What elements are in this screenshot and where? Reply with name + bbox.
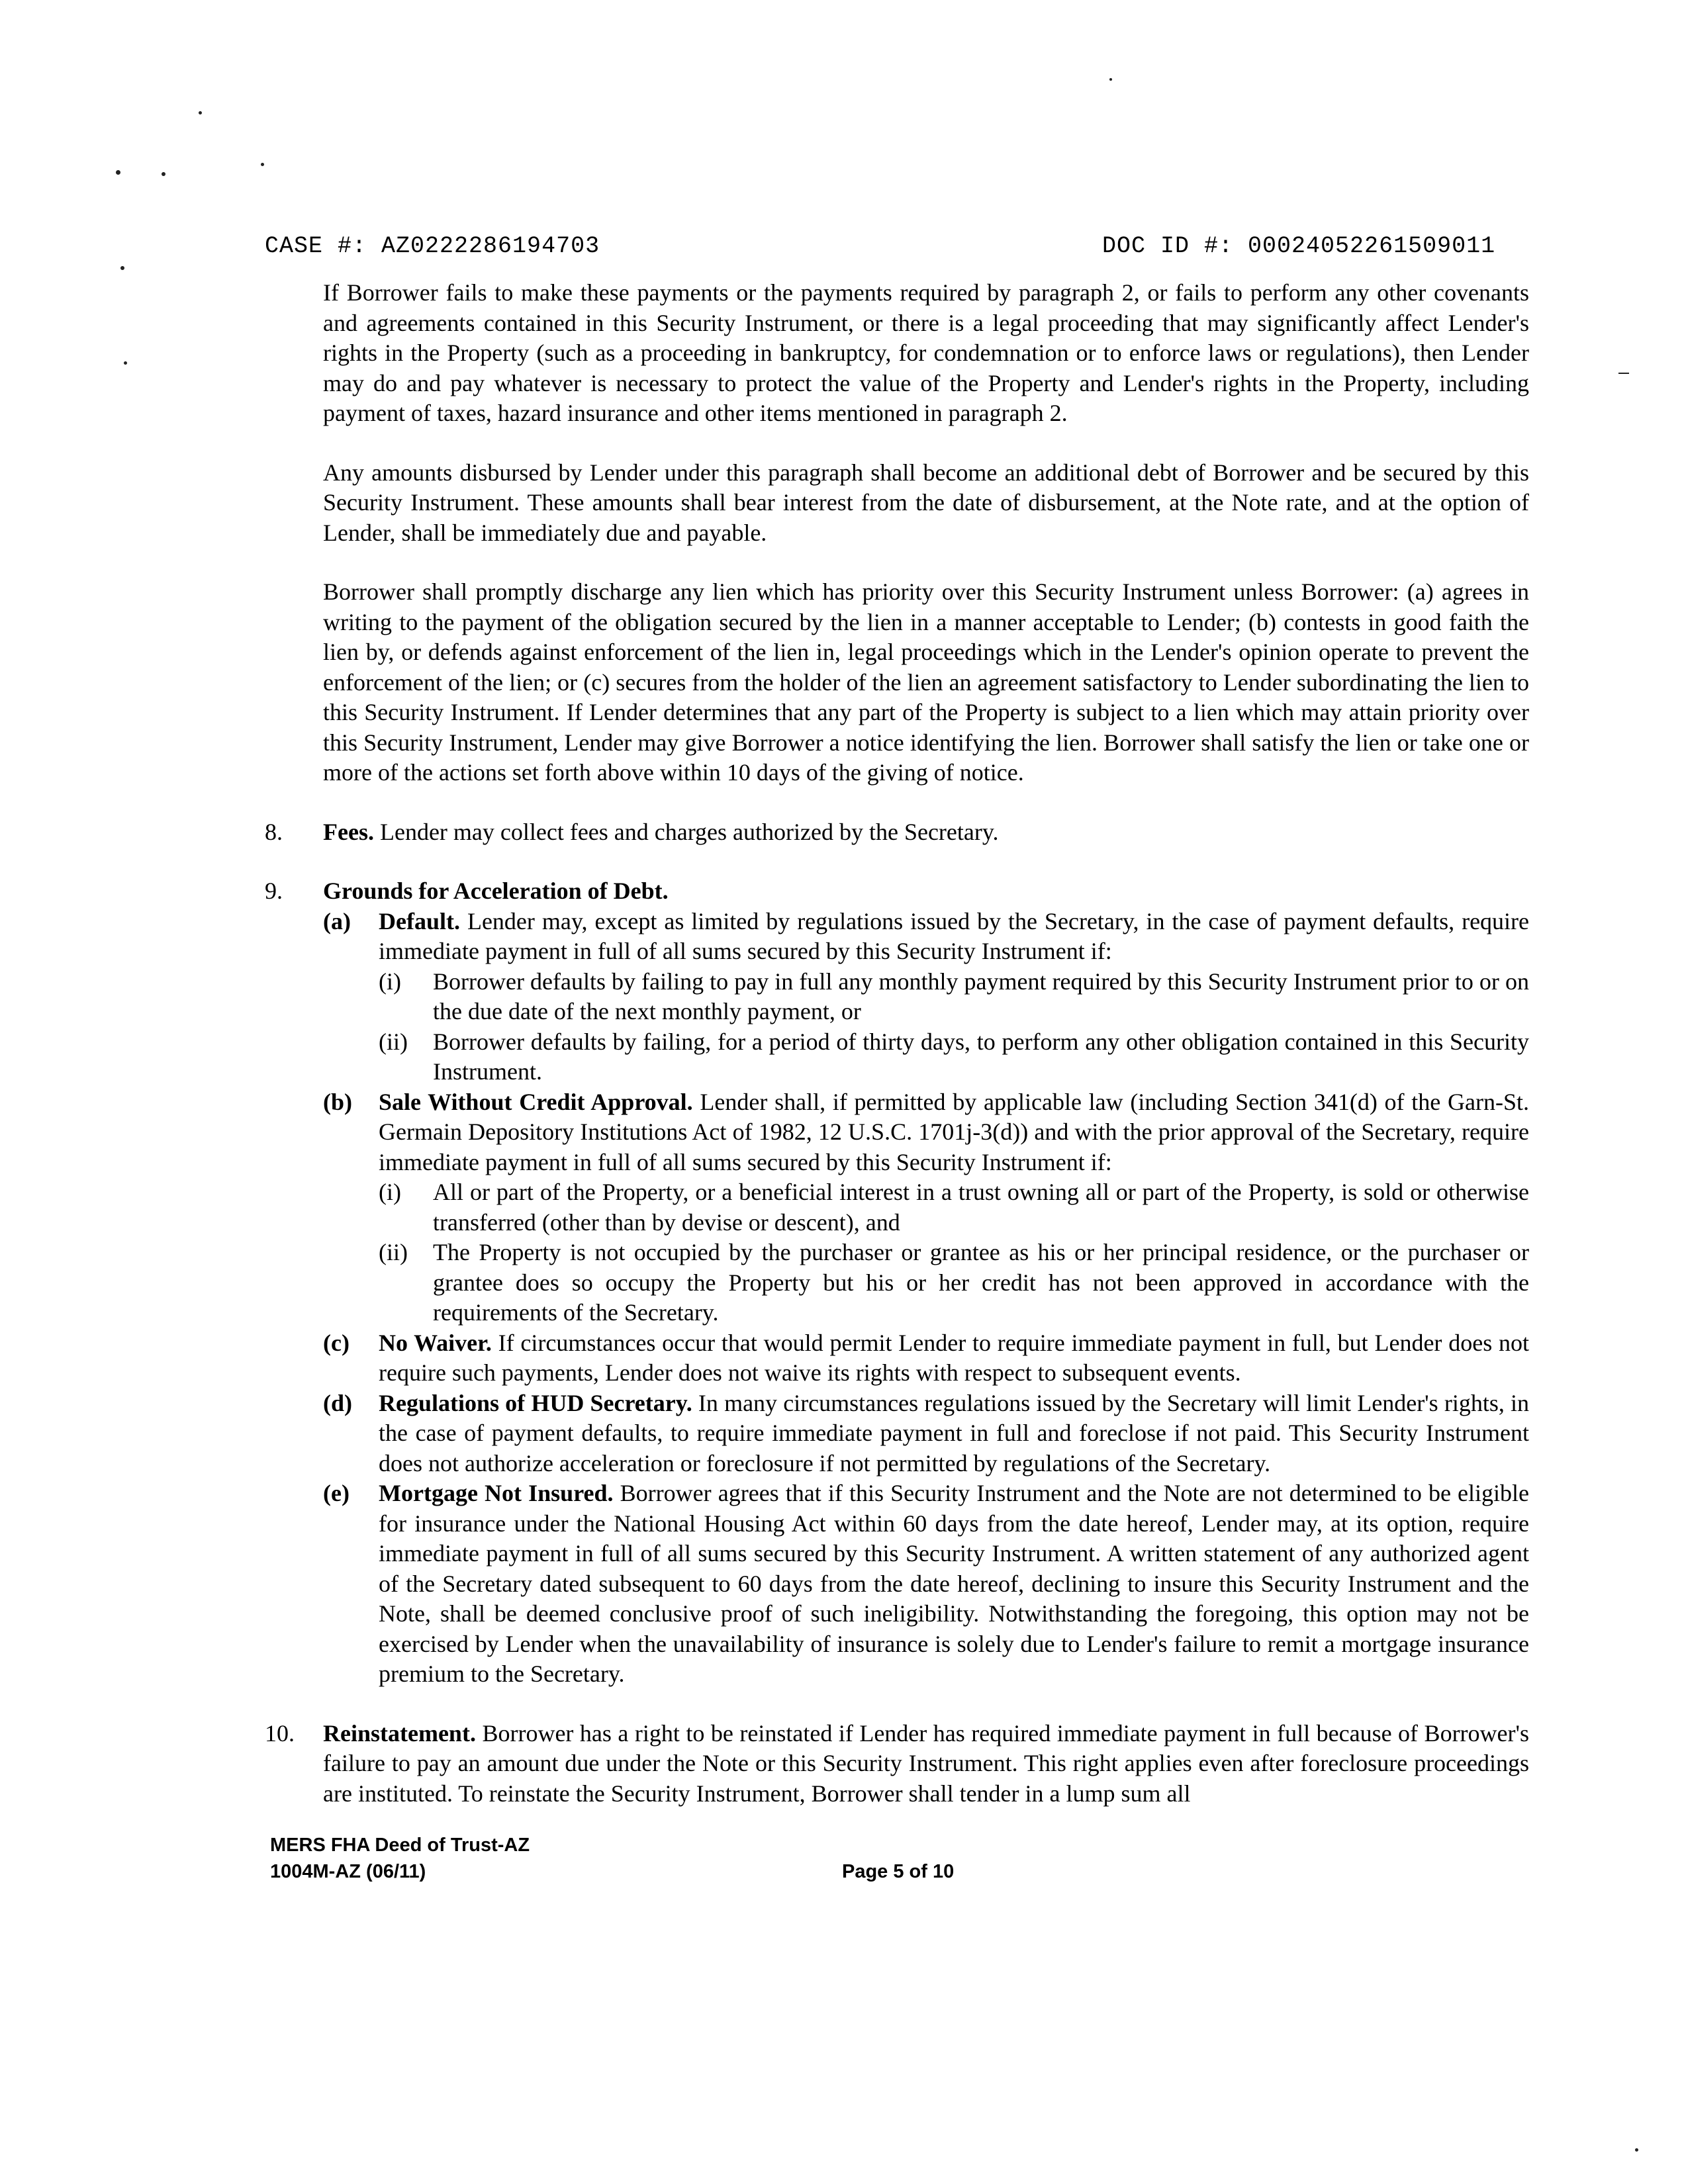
subsection-a-default — [323, 907, 1529, 1087]
section-text: Lender may collect fees and charges authorized by the Secretary. — [379, 818, 999, 845]
subsection-label: (a) — [323, 907, 351, 934]
page-label: Page 5 of 10 — [842, 1861, 955, 1882]
clause-label: (ii) — [379, 1028, 408, 1055]
subsection-text: Lender may, except as limited by regulations issued by the Secretary, in the case of payment defaults, require immediate payment in full of all sums secured by this Security Instrument if: — [379, 907, 1530, 964]
paragraph-protection-of-rights: If Borrower fails to make these payments or the payments required by paragraph 2, or fails to perform any other covenants and agreements contained in this Security Instrument, or there is a legal proceeding that may significantly affect Lender's rights in the Property (such as a proceeding in bankruptcy, for condemnation or to enforce laws or regulations), then Lender may do and pay whatever is necessary to protect the value of the Property and Lender's rights in the Property, including payment of taxes, hazard insurance and other items mentioned in paragraph 2. — [323, 279, 1529, 426]
subsection-text: Borrower agrees that if this Security Instrument and the Note are not determined to be eligible for insurance under the National Housing Act within 60 days from the date hereof, Lender may, at its option, require immediate payment in full of all sums secured by this Security Instrument. A written statement of any authorized agent of the Secretary dated subsequent to 60 days from the date hereof, declining to insure this Security Instrument and the Note, shall be deemed conclusive proof of such ineligibility. Notwithstanding the foregoing, this option may not be exercised by Lender when the unavailability of insurance is solely due to Lender's failure to remit a mortgage insurance premium to the Secretary. — [379, 1480, 1530, 1687]
document-body — [265, 278, 1530, 1838]
form-identifier — [270, 1832, 530, 1885]
clause-label: (i) — [379, 968, 401, 995]
scan-speck — [261, 163, 264, 166]
paragraph-lien-discharge: Borrower shall promptly discharge any lien which has priority over this Security Instrument unless Borrower: (a) agrees in writing to the payment of the obligation secured by the lien in a manner acceptable to Lender; (b) contests in good faith the lien by, or defends against enforcement of the lien in, legal proceedings which in the Lender's opinion operate to prevent the enforcement of the lien; or (c) secures from the holder of the lien an agreement satisfactory to Lender subordinating the lien to this Security Instrument. If Lender determines that any part of the Property is subject to a lien which may attain priority over this Security Instrument, Lender may give Borrower a notice identifying the lien. Borrower shall satisfy the lien or take one or more of the actions set forth above within 10 days of the giving of notice. — [323, 578, 1529, 786]
doc-id: DOC ID #: 00024052261509011 — [1102, 233, 1496, 259]
scan-speck — [120, 266, 124, 270]
subsection-label: (c) — [323, 1329, 350, 1356]
subsection-e-mortgage-not-insured — [323, 1479, 1529, 1690]
subsection-text: In many circumstances regulations issued by the Secretary will limit Lender's rights, in the case of payment defaults, to require immediate payment in full and foreclose if not paid. This Security Instrument does not authorize acceleration or foreclosure if not permitted by regulations of the Secretary. — [379, 1389, 1529, 1477]
case-number: CASE #: AZ0222286194703 — [265, 233, 600, 259]
subsection-label: (b) — [323, 1088, 352, 1115]
clause-b-i — [379, 1177, 1529, 1238]
scan-speck — [162, 172, 165, 176]
subsection-heading: Mortgage Not Insured. — [379, 1480, 614, 1506]
clause-label: (i) — [379, 1179, 401, 1205]
section-heading: Reinstatement. — [323, 1719, 476, 1747]
subsection-b-sale-without-approval — [323, 1087, 1529, 1328]
section-heading: Grounds for Acceleration of Debt. — [323, 878, 669, 904]
clause-a-ii — [379, 1027, 1529, 1087]
clause-a-i — [379, 967, 1529, 1027]
section-9-acceleration — [265, 876, 1530, 1690]
scan-speck — [199, 111, 202, 114]
section-heading: Fees. — [323, 818, 374, 845]
subsection-text: Lender shall, if permitted by applicable law (including Section 341(d) of the Garn-St. Germain Depository Institutions Act of 1982, 12 U.S.C. 1701j-3(d)) and with the prior approval of the Secretary, require immediate payment in full of all sums secured by this Security Instrument if: — [379, 1088, 1529, 1175]
section-8-fees — [265, 817, 1529, 848]
scan-speck — [1618, 373, 1629, 374]
scan-speck — [1109, 78, 1112, 81]
form-code: 1004M-AZ (06/11) — [270, 1861, 426, 1882]
subsection-text: If circumstances occur that would permit Lender to require immediate payment in full, but Lender does not require such payments, Lender does not waive its rights with respect to subsequent events. — [379, 1329, 1530, 1386]
subsection-heading: Regulations of HUD Secretary. — [379, 1389, 692, 1416]
clause-text: Borrower defaults by failing to pay in full any monthly payment required by this Security Instrument prior to or on the due date of the next monthly payment, or — [433, 968, 1529, 1024]
subsection-label: (d) — [323, 1389, 352, 1416]
clause-text: All or part of the Property, or a beneficial interest in a trust owning all or part of the Property, is sold or otherwise transferred (other than by devise or descent), and — [433, 1179, 1529, 1236]
clause-text: Borrower defaults by failing, for a period of thirty days, to perform any other obligation contained in this Security Instrument. — [433, 1028, 1529, 1085]
subsection-heading: Sale Without Credit Approval. — [379, 1088, 693, 1115]
subsection-d-hud-regulations — [323, 1388, 1529, 1479]
subsection-c-no-waiver — [323, 1328, 1529, 1388]
clause-label: (ii) — [379, 1239, 408, 1265]
form-name: MERS FHA Deed of Trust-AZ — [270, 1835, 530, 1856]
section-number: 10. — [265, 1719, 295, 1747]
clause-b-ii — [379, 1238, 1529, 1328]
section-number: 8. — [265, 818, 283, 845]
paragraph-amounts-disbursed: Any amounts disbursed by Lender under this paragraph shall become an additional debt of Borrower and be secured by this Security Instrument. These amounts shall bear interest from the date of disbursement, at the Note rate, and at the option of Lender, shall be immediately due and payable. — [323, 459, 1529, 546]
scan-speck — [116, 170, 120, 175]
clause-text: The Property is not occupied by the purchaser or grantee as his or her principal residence, or the purchaser or grantee does so occupy the Property but his or her credit has not been approved in accordance with the requirements of the Secretary. — [433, 1239, 1529, 1326]
scan-speck — [124, 361, 127, 365]
section-text: Borrower has a right to be reinstated if Lender has required immediate payment in full because of Borrower's failure to pay an amount due under the Note or this Security Instrument. This right applies even after foreclosure proceedings are instituted. To reinstate the Security Instrument, Borrower shall tender in a lump sum all — [323, 1719, 1530, 1807]
subsection-heading: No Waiver. — [379, 1329, 492, 1356]
scan-speck — [1635, 2148, 1638, 2152]
page-number — [842, 1832, 954, 1885]
subsection-heading: Default. — [379, 907, 460, 934]
subsection-label: (e) — [323, 1480, 350, 1506]
section-10-reinstatement — [265, 1719, 1530, 1809]
section-number: 9. — [265, 878, 283, 904]
